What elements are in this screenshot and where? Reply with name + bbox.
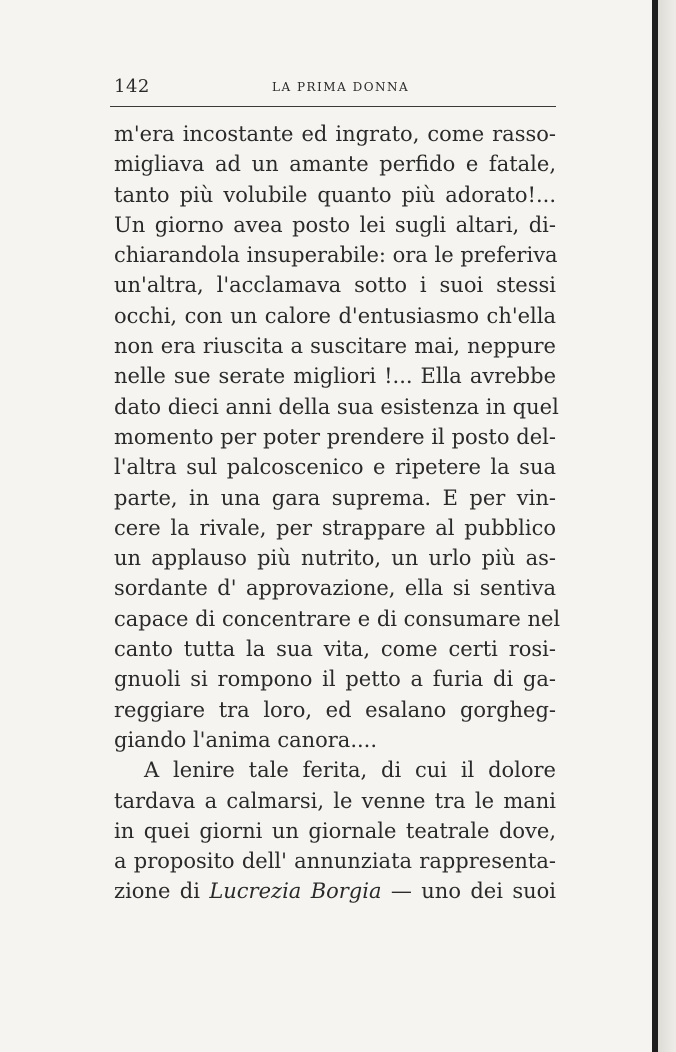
text-line: in quei giorni un giornale teatrale dove, — [114, 818, 556, 843]
paragraph-start-line: A lenire tale ferita, di cui il dolore — [144, 758, 556, 783]
text-line: l'altra sul palcoscenico e ripetere la sua — [114, 455, 556, 480]
text-line-final — [114, 876, 556, 906]
text-line: canto tutta la sua vita, come certi rosi- — [114, 637, 556, 662]
text-line: chiarandola insuperabile: ora le preferiva — [114, 243, 558, 268]
header-rule — [110, 106, 556, 107]
text-line: momento per poter prendere il posto del- — [114, 424, 556, 449]
text-line: dato dieci anni della sua esistenza in quel — [114, 394, 559, 419]
text-line: Un giorno avea posto lei sugli altari, di- — [114, 212, 556, 237]
text-line: migliava ad un amante perfido e fatale, — [114, 152, 556, 177]
body-text — [114, 119, 561, 907]
text-line: un applauso più nutrito, un urlo più as- — [114, 546, 556, 571]
text-line: sordante d' approvazione, ella si sentiva — [114, 576, 556, 601]
text-line: tardava a calmarsi, le venne tra le mani — [114, 788, 556, 813]
page-number: 142 — [114, 76, 150, 97]
text-line: tanto più volubile quanto più adorato!... — [114, 182, 556, 207]
final-line-end: — uno dei suoi — [381, 879, 556, 904]
text-line: gnuoli si rompono il petto a furia di ga- — [114, 667, 556, 692]
text-line: m'era incostante ed ingrato, come rasso- — [114, 122, 556, 146]
text-line: a proposito dell' annunziata rappresenta- — [114, 849, 556, 874]
text-line: un'altra, l'acclamava sotto i suoi stessi — [114, 273, 556, 298]
text-line: nelle sue serate migliori !... Ella avrebbe — [114, 364, 556, 389]
opera-title: Lucrezia Borgia — [209, 879, 382, 904]
text-line: cere la rivale, per strappare al pubblico — [114, 515, 556, 540]
running-title: LA PRIMA DONNA — [272, 80, 410, 94]
text-line: occhi, con un calore d'entusiasmo ch'ella — [114, 303, 556, 328]
text-line: parte, in una gara suprema. E per vin- — [114, 485, 556, 510]
text-line: capace di concentrare e di consumare nel — [114, 606, 561, 631]
paragraph-end-line: giando l'anima canora.... — [114, 727, 378, 752]
text-line: non era riuscita a suscitare mai, neppure — [114, 334, 556, 359]
adjacent-page-edge — [658, 0, 676, 1052]
text-line: reggiare tra loro, ed esalano gorgheg- — [114, 697, 556, 722]
final-line-start: zione di — [114, 879, 210, 904]
page-header — [110, 74, 556, 104]
